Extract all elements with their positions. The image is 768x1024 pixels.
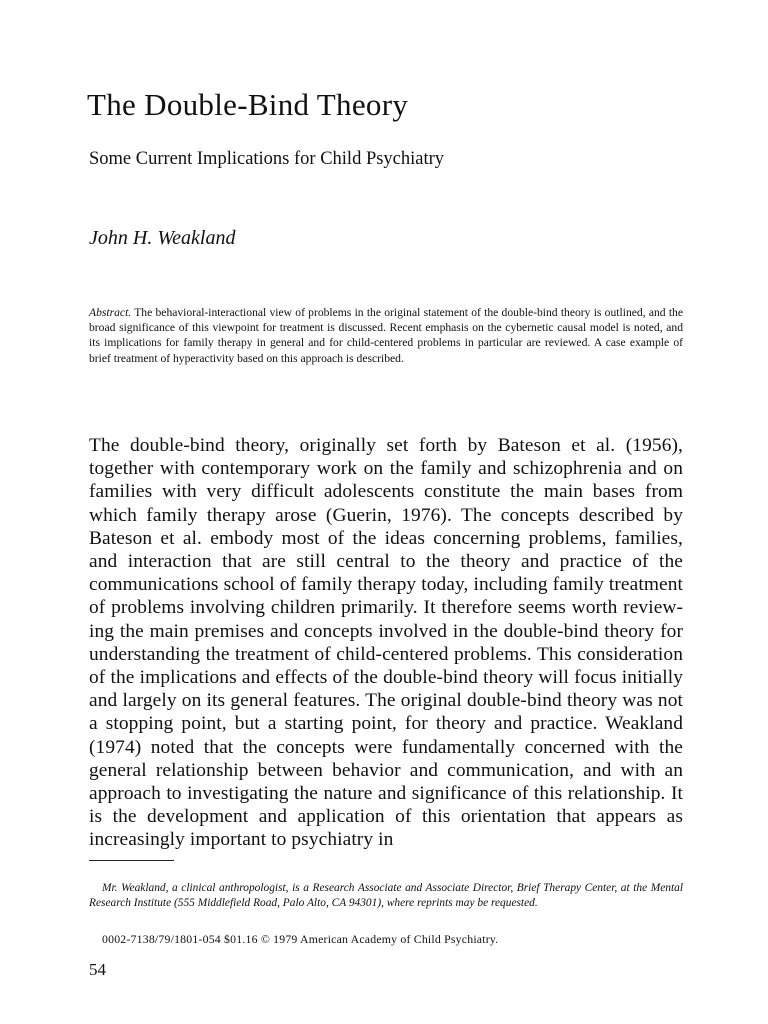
article-title: The Double-Bind Theory xyxy=(87,87,409,122)
copyright-line: 0002-7138/79/1801-054 $01.16 © 1979 American Academy of Child Psychiatry. xyxy=(102,932,499,946)
article-subtitle: Some Current Implications for Child Psychiatry xyxy=(89,149,445,169)
footnote-rule xyxy=(89,860,174,861)
abstract xyxy=(89,305,683,366)
abstract-label: Abstract. xyxy=(89,306,132,319)
author-footnote: Mr. Weakland, a clinical anthropologist, is a Research Associate and Associate Director, Brief Therapy Center, at the Mental Research Institute (555 Middlefield Road, Palo Alto, CA 94301), where reprints may be requested. xyxy=(89,882,683,909)
page-number: 54 xyxy=(89,960,106,979)
body-paragraph: The double-bind theory, originally set forth by Bateson et al. (1956), together with contemporary work on the family and schizophrenia and on families with very difficult adolescents constitute the main bases from which family therapy arose (Guerin, 1976). The concepts described by Bateson et al. embody most of the ideas concerning problems, families, and interaction that are still central to the theory and practice of the communications school of family therapy today, including family treatment of problems involving children primarily. It therefore seems worth reviewing the main premises and concepts involved in the double-bind theory for understanding the treatment of child-centered problems. This consideration of the implications and effects of the double-bind theory will focus initially and largely on its general features. The original double-bind theory was not a stopping point, but a starting point, for theory and practice. Weakland (1974) noted that the concepts were fundamentally concerned with the general relationship between behavior and communication, and with an approach to investigating the nature and significance of this relationship. It is the development and application of this orientation that appears as increasingly important to psychiatry in xyxy=(89,435,683,851)
abstract-text: The behavioral-interactional view of problems in the original statement of the double-bind theory is outlined, and the broad significance of this viewpoint for treatment is discussed. Recent emphasis on the cybernetic causal model is noted, and its implications for family therapy in general and for child-centered problems in particular are reviewed. A case example of brief treatment of hyperactivity based on this approach is described. xyxy=(89,306,683,365)
author-name: John H. Weakland xyxy=(89,227,236,249)
